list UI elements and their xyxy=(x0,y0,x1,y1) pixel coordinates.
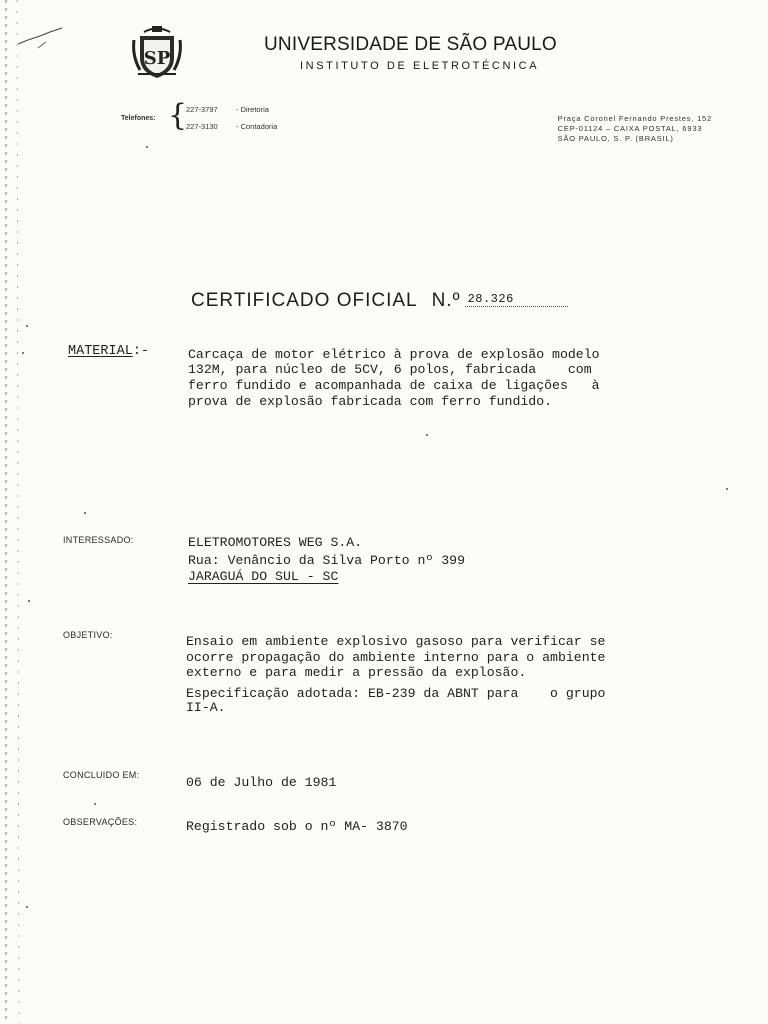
material-label xyxy=(68,344,149,359)
scan-mark xyxy=(16,18,66,58)
brace-glyph: { xyxy=(168,98,188,133)
objetivo-label: OBJETIVO: xyxy=(63,630,113,640)
material-line: Carcaça de motor elétrico à prova de explosão modelo xyxy=(188,347,600,362)
scan-speck xyxy=(726,488,728,490)
phone-department: - Contadoria xyxy=(236,122,278,131)
institute-name: INSTITUTO DE ELETROTÉCNICA xyxy=(300,60,540,72)
address-line: Praça Coronel Fernando Prestes, 152 xyxy=(557,114,712,123)
objetivo-line: ocorre propagação do ambiente interno para o ambiente xyxy=(186,650,606,665)
scan-speck xyxy=(84,512,86,514)
university-seal-icon xyxy=(130,24,184,82)
scan-speck xyxy=(26,325,28,327)
phone-number: 227-3797 xyxy=(186,105,218,114)
certificate-title xyxy=(191,290,568,312)
phone-line xyxy=(186,122,277,131)
material-line: prova de explosão fabricada com ferro fundido. xyxy=(188,394,553,409)
objetivo-line: Especificação adotada: EB-239 da ABNT para o grupo xyxy=(186,686,606,701)
scan-speck xyxy=(28,600,30,602)
objetivo-line: Ensaio em ambiente explosivo gasoso para verificar se xyxy=(186,634,606,649)
certificate-number: 28.326 xyxy=(465,292,568,307)
concluido-value: 06 de Julho de 1981 xyxy=(186,775,337,790)
interessado-line: JARAGUÁ DO SUL - SC xyxy=(188,569,339,584)
phone-number: 227-3130 xyxy=(186,122,218,131)
scan-speck xyxy=(22,352,24,354)
concluido-label: CONCLUIDO EM: xyxy=(63,770,140,780)
phone-department: - Diretoria xyxy=(236,105,269,114)
observacoes-label: OBSERVAÇÕES: xyxy=(63,817,138,827)
interessado-line: Rua: Venâncio da Silva Porto nº 399 xyxy=(188,553,465,568)
institute-address xyxy=(558,114,712,144)
objetivo-line: externo e para medir a pressão da explosão. xyxy=(186,665,527,680)
phone-line xyxy=(186,105,269,114)
observacoes-value: Registrado sob o nº MA- 3870 xyxy=(186,819,408,834)
scan-speck xyxy=(426,434,428,436)
material-label-suffix: :- xyxy=(132,344,150,359)
objetivo-line: II-A. xyxy=(186,700,226,715)
scan-speck xyxy=(26,906,28,908)
scan-speck xyxy=(146,146,148,148)
material-label-text: MATERIAL xyxy=(68,344,133,359)
certificate-title-text: CERTIFICADO OFICIAL xyxy=(191,290,418,311)
interessado-line: ELETROMOTORES WEG S.A. xyxy=(188,535,363,550)
address-line: SÃO PAULO, S. P. (BRASIL) xyxy=(557,134,674,143)
phones-label: Telefones: xyxy=(121,115,156,122)
interessado-label: INTERESSADO: xyxy=(63,535,134,545)
university-name: UNIVERSIDADE DE SÃO PAULO xyxy=(264,34,557,55)
address-line: CEP-01124 – CAIXA POSTAL, 6933 xyxy=(557,124,703,133)
seal-letters: SP xyxy=(143,48,171,69)
scan-speck xyxy=(94,803,96,805)
material-line: 132M, para núcleo de 5CV, 6 polos, fabricada com xyxy=(188,362,592,377)
material-line: ferro fundido e acompanhada de caixa de ligações à xyxy=(188,378,600,393)
scan-edge xyxy=(0,0,22,1024)
certificate-number-label: N.º xyxy=(431,290,461,311)
